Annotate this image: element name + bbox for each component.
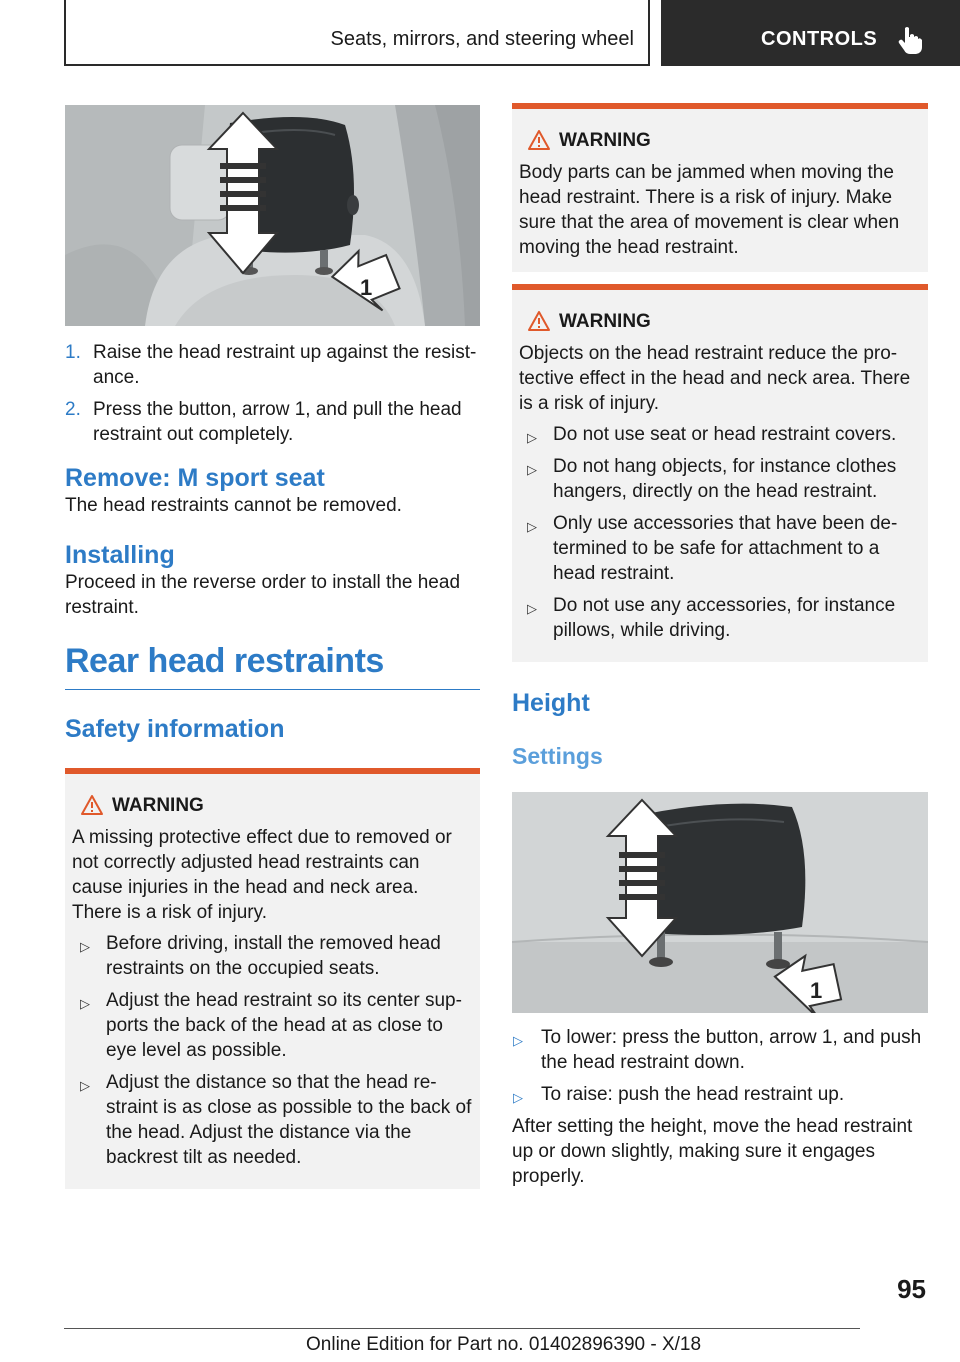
triangle-bullet-icon: ▷ [527,601,537,616]
warning-triangle-icon [527,310,551,332]
list-item: ▷ Do not use seat or head restraint covers. [519,422,921,447]
footer-edition-text: Online Edition for Part no. 01402896390 - X/18 [306,1334,702,1355]
installing-heading: Installing [65,541,175,569]
warning-bullets [519,422,921,643]
warning-title: WARNING [72,794,473,818]
step-item: 2. Press the button, arrow 1, and pull the head restraint out completely. [65,399,462,445]
header-chapter-tab[interactable] [661,0,960,66]
list-item: ▷ Before driving, install the removed head restraints on the occupied seats. [80,933,441,979]
header-section-title: Seats, mirrors, and steering wheel [330,28,634,50]
warning-box-missing-restraint [65,768,480,1189]
warning-text: Objects on the head restraint reduce the pro-tective effect in the head and neck area. There is a risk of injury. [519,343,911,414]
warning-box-objects-on-restraint [512,284,928,662]
triangle-bullet-icon: ▷ [527,519,537,534]
safety-information-heading: Safety information [65,715,285,743]
callout-1-label: 1 [810,978,823,1003]
footer-divider [64,1328,860,1329]
triangle-bullet-icon: ▷ [527,430,537,445]
list-item: ▷ To raise: push the head restraint up. [512,1082,928,1107]
front-head-restraint-figure [65,105,480,326]
removal-steps [65,340,480,447]
settings-heading: Settings [512,743,603,769]
warning-title: WARNING [519,129,921,153]
remove-m-sport-heading: Remove: M sport seat [65,464,325,492]
list-item: ▷ Adjust the head restraint so its center sup-ports the back of the head at as close to eye level as possible. [80,990,462,1061]
page-number: 95 [897,1274,926,1304]
rear-head-restraint-figure [512,792,928,1013]
list-item: ▷ Only use accessories that have been de-termined to be safe for attachment to a head restraint. [527,513,898,584]
right-column [512,103,928,1189]
warning-text: Body parts can be jammed when moving the head restraint. There is a risk of injury. Make sure that the area of movement is clear when moving the head restraint. [519,162,900,258]
warning-triangle-icon [80,794,104,816]
callout-1-label: 1 [360,275,373,300]
list-item: ▷ Do not hang objects, for instance clothes hangers, directly on the head restraint. [527,456,897,502]
warning-title: WARNING [519,310,921,334]
triangle-bullet-icon: ▷ [513,1090,523,1105]
left-column [65,105,480,1189]
pointing-hand-icon [897,26,923,54]
chapter-label: CONTROLS [761,28,878,50]
triangle-bullet-icon: ▷ [527,462,537,477]
settings-after-text: After setting the height, move the head restraint up or down slightly, making sure it engages properly. [512,1116,913,1187]
list-item: ▷ Do not use any accessories, for instance pillows, while driving. [527,595,896,641]
height-heading: Height [512,689,590,717]
installing-text: Proceed in the reverse order to install the head restraint. [65,572,461,618]
warning-text: A missing protective effect due to removed or not correctly adjusted head restraints can cause injuries in the head and neck area. There is a risk of injury. [72,827,452,923]
triangle-bullet-icon: ▷ [513,1033,523,1048]
remove-m-sport-text: The head restraints cannot be removed. [65,495,402,516]
rear-head-restraints-heading: Rear head restraints [65,642,480,690]
step-item: 1. Raise the head restraint up against the resist-ance. [65,342,477,388]
triangle-bullet-icon: ▷ [80,996,90,1011]
warning-triangle-icon [527,129,551,151]
list-item: ▷ Adjust the distance so that the head re-straint is as close as possible to the back of the head. Adjust the distance via the backrest tilt as needed. [80,1072,472,1168]
triangle-bullet-icon: ▷ [80,1078,90,1093]
header-section-box [64,0,650,66]
list-item: ▷ To lower: press the button, arrow 1, and push the head restraint down. [513,1027,922,1073]
warning-box-jammed-body-parts [512,103,928,272]
triangle-bullet-icon: ▷ [80,939,90,954]
settings-bullets [512,1025,928,1107]
warning-bullets [72,931,473,1170]
